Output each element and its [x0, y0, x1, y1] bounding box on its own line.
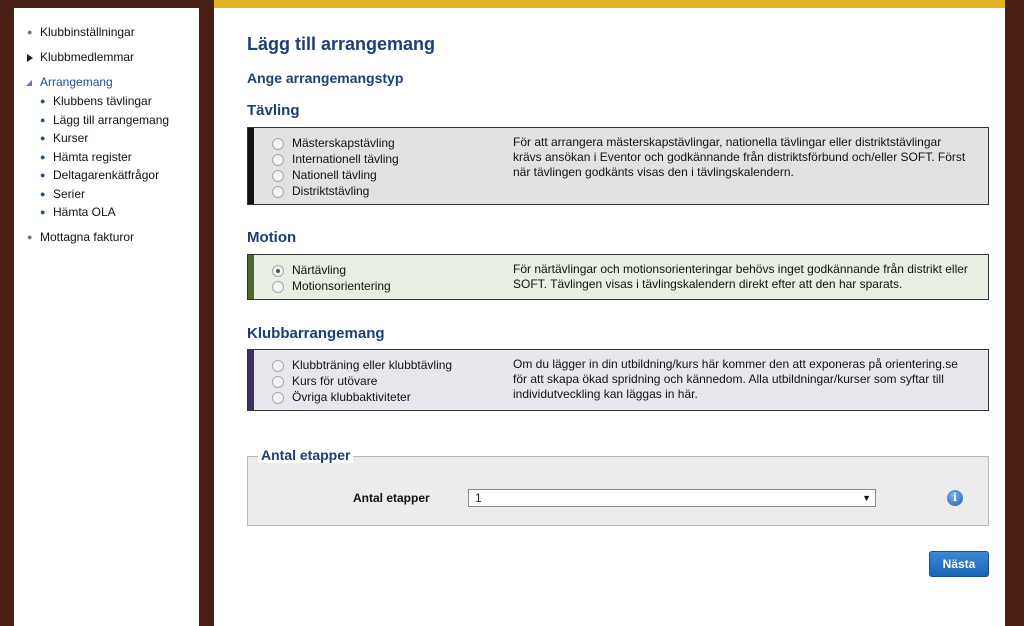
fieldset-legend: Antal etapper: [258, 447, 353, 463]
bullet-icon: ●: [40, 96, 46, 106]
radio-button[interactable]: [272, 186, 284, 198]
panel-tavling: [247, 127, 989, 205]
radio-label: Internationell tävling: [292, 152, 399, 166]
select-value: 1: [475, 491, 482, 505]
radio-label: Övriga klubbaktiviteter: [292, 390, 411, 404]
sidebar-subitem-label: Lägg till arrangemang: [53, 112, 170, 127]
collapse-arrow-icon[interactable]: [26, 80, 32, 86]
dropdown-arrow-icon: ▼: [862, 493, 871, 503]
radio-button-selected[interactable]: [272, 265, 284, 277]
sidebar-subitem-hamta-ola[interactable]: [14, 205, 199, 224]
radio-label: Motionsorientering: [292, 279, 391, 293]
radio-label: Kurs för utövare: [292, 374, 378, 388]
sidebar-subitem-kurser[interactable]: [14, 131, 199, 150]
sidebar-item-klubbinstallningar[interactable]: [14, 25, 199, 44]
description-klubbarrangemang: Om du lägger in din utbildning/kurs här kommer den att exponeras på orientering.se för att skapa ökad spridning och kännedom. Alla utbildningar/kurser som syftar till individutveckling kan läggas in här.: [513, 357, 958, 401]
sidebar-subitem-hamta-register[interactable]: [14, 150, 199, 169]
sidebar: [14, 8, 199, 626]
sidebar-item-arrangemang[interactable]: [14, 75, 199, 94]
sidebar-subitem-label: Serier: [53, 186, 86, 201]
info-icon[interactable]: i: [947, 490, 963, 506]
bullet-icon: ●: [40, 170, 46, 180]
bullet-icon: ●: [40, 133, 46, 143]
radio-button[interactable]: [272, 281, 284, 293]
sidebar-item-label: Klubbmedlemmar: [40, 50, 135, 64]
bullet-icon: ●: [40, 151, 46, 162]
main-content: [214, 0, 1005, 626]
sidebar-subitem-lagg-till-arrangemang[interactable]: [14, 113, 199, 132]
radio-button[interactable]: [272, 392, 284, 404]
description-motion: För närtävlingar och motionsorienteringar behövs inget godkännande från distrikt eller SOFT. Tävlingen visas i tävlingskalendern direkt efter att den har sparats.: [513, 262, 968, 291]
radio-button[interactable]: [272, 154, 284, 166]
sidebar-subitem-deltagarenkatfragor[interactable]: [14, 168, 199, 187]
radio-option-distriktstavling[interactable]: [272, 183, 399, 199]
sidebar-subitem-label: Klubbens tävlingar: [53, 94, 152, 108]
sidebar-item-klubbmedlemmar[interactable]: [14, 50, 199, 69]
sidebar-item-mottagna-fakturor[interactable]: [14, 230, 199, 249]
radio-option-nartavling[interactable]: [272, 262, 391, 278]
bullet-icon: ●: [27, 27, 33, 37]
sidebar-subitem-serier[interactable]: [14, 187, 199, 206]
radio-option-klubbtraning[interactable]: [272, 357, 452, 373]
section-title-klubbarrangemang: Klubbarrangemang: [247, 325, 385, 342]
radio-button[interactable]: [272, 360, 284, 372]
radio-option-ovriga-klubbaktiviteter[interactable]: [272, 389, 452, 405]
radio-label: Mästerskapstävling: [292, 136, 395, 150]
radio-button[interactable]: [272, 138, 284, 150]
radio-group-tavling: [272, 135, 399, 199]
sidebar-item-label: Mottagna fakturor: [40, 229, 135, 244]
sidebar-item-label: Klubbinställningar: [40, 25, 135, 39]
radio-option-nationell-tavling[interactable]: [272, 167, 399, 183]
middle-frame-strip: [199, 0, 214, 626]
section-title-tavling: Tävling: [247, 102, 300, 119]
sidebar-subitem-klubbens-tavlingar[interactable]: [14, 94, 199, 113]
antal-etapper-select[interactable]: [468, 489, 876, 507]
next-button[interactable]: Nästa: [929, 551, 989, 577]
panel-accent-bar: [248, 255, 254, 299]
panel-accent-bar: [248, 350, 254, 410]
left-frame-strip: [0, 0, 14, 626]
radio-button[interactable]: [272, 170, 284, 182]
panel-klubbarrangemang: [247, 349, 989, 411]
radio-option-masterskapstavling[interactable]: [272, 135, 399, 151]
fieldset-antal-etapper: [247, 447, 989, 526]
sidebar-subitem-label: Deltagarenkätfrågor: [53, 168, 160, 182]
sidebar-item-label: Arrangemang: [40, 75, 113, 89]
radio-button[interactable]: [272, 376, 284, 388]
page-title: Lägg till arrangemang: [247, 34, 436, 54]
expand-arrow-icon[interactable]: [27, 54, 33, 62]
radio-group-klubbarrangemang: [272, 357, 452, 405]
radio-option-internationell-tavling[interactable]: [272, 151, 399, 167]
radio-group-motion: [272, 262, 391, 294]
bullet-icon: ●: [27, 231, 33, 242]
right-frame-strip: [1005, 0, 1024, 626]
sidebar-subitem-label: Hämta OLA: [53, 205, 116, 219]
panel-accent-bar: [248, 128, 254, 204]
bullet-icon: ●: [40, 207, 46, 217]
bullet-icon: ●: [40, 114, 46, 125]
section-title-motion: Motion: [247, 229, 297, 246]
panel-motion: [247, 254, 989, 300]
radio-label: Närtävling: [292, 263, 347, 277]
sidebar-subitem-label: Kurser: [53, 131, 89, 145]
description-tavling: För att arrangera mästerskapstävlingar, nationella tävlingar eller distriktstävlingar krävs ansökan i Eventor och godkännande från distriktsförbund och/eller SOFT. Först när tävlingen godkänts visas den i tävlingskalendern.: [513, 135, 966, 179]
radio-option-kurs-for-utovare[interactable]: [272, 373, 452, 389]
antal-etapper-label: Antal etapper: [353, 491, 430, 505]
radio-option-motionsorientering[interactable]: [272, 278, 391, 294]
radio-label: Klubbträning eller klubbtävling: [292, 358, 453, 372]
radio-label: Distriktstävling: [292, 184, 370, 198]
page-subtitle: Ange arrangemangstyp: [247, 70, 404, 86]
bullet-icon: ●: [40, 188, 46, 199]
sidebar-subitem-label: Hämta register: [53, 149, 132, 164]
radio-label: Nationell tävling: [292, 168, 377, 182]
